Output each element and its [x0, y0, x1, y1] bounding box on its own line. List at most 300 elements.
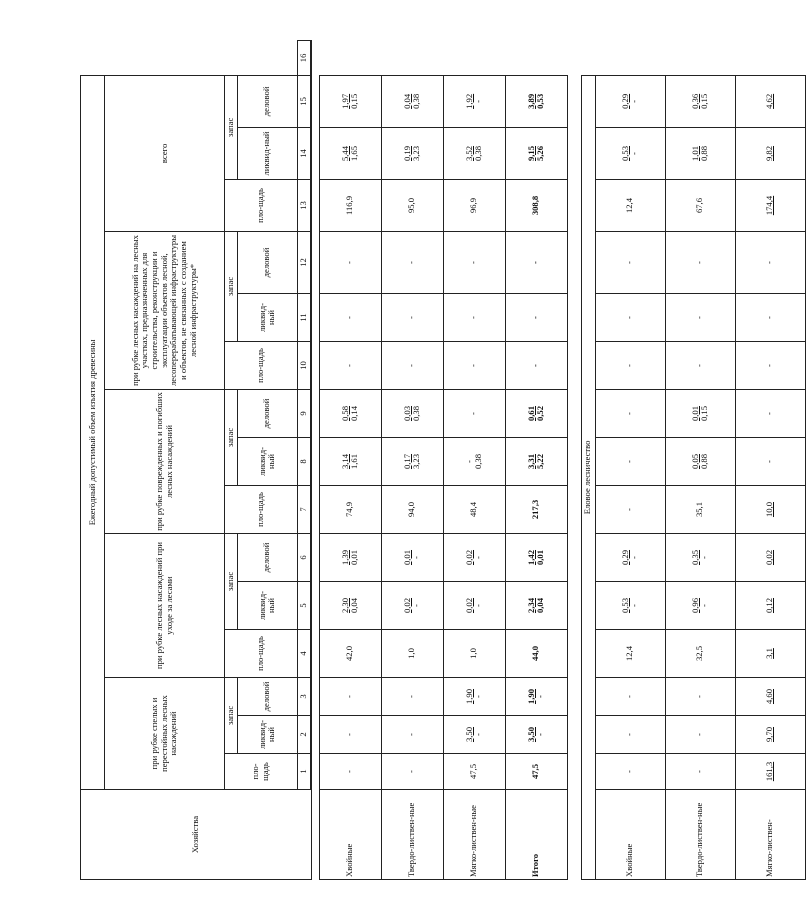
data-cell [505, 294, 567, 342]
timber-harvest-table [80, 40, 806, 880]
cell-value: 0,36 [689, 93, 700, 109]
cell-value: 0,04 [535, 597, 546, 614]
column-number: 10 [297, 342, 311, 390]
data-cell [505, 75, 567, 127]
cell-value: - [624, 508, 635, 511]
column-number: 11 [297, 294, 311, 342]
cell-value: 0,01 [535, 549, 546, 566]
business-header: деловой [237, 678, 297, 716]
cell-value: 5,26 [535, 145, 546, 162]
cell-value: 0,29 [619, 93, 630, 109]
stock-header: запас [225, 678, 238, 754]
row-label: Итого [505, 790, 567, 880]
liquid-header: ликвид-ный [237, 294, 297, 342]
cell-value: 0,01 [689, 405, 700, 422]
cell-value: 1,92 [463, 93, 474, 109]
data-cell [319, 438, 381, 486]
data-cell [319, 232, 381, 294]
area-header: пло-щадь [225, 754, 298, 790]
cell-value: 2,34 [525, 597, 536, 614]
business-header: деловой [237, 75, 297, 127]
cell-value: - [624, 695, 635, 698]
data-cell [595, 534, 665, 582]
data-cell [595, 342, 665, 390]
business-header: деловой [237, 390, 297, 438]
cell-value: - [473, 556, 484, 559]
data-cell [443, 582, 505, 630]
data-cell [735, 630, 805, 678]
cell-value: - [694, 364, 705, 367]
data-cell [735, 716, 805, 754]
cell-value: - [694, 733, 705, 736]
column-number: 12 [297, 232, 311, 294]
data-cell [505, 128, 567, 180]
cell-value: 0,38 [473, 145, 484, 162]
data-cell [735, 128, 805, 180]
cell-value: - [694, 695, 705, 698]
data-cell [319, 486, 381, 534]
cell-value: 48,4 [468, 501, 479, 518]
cell-value: 4,62 [764, 93, 775, 109]
data-cell [381, 630, 443, 678]
data-cell [595, 630, 665, 678]
stock-header: запас [225, 75, 238, 179]
cell-value: 1,97 [339, 93, 350, 109]
cell-value: - [468, 412, 479, 415]
cell-value: 47,5 [530, 763, 541, 780]
liquid-header: ликвид-ный [237, 128, 297, 180]
column-number: 2 [297, 716, 311, 754]
data-cell [505, 582, 567, 630]
area-header: пло-щадь [225, 342, 298, 390]
data-cell [505, 534, 567, 582]
cell-value: 3,52 [463, 145, 474, 162]
data-cell [665, 232, 735, 294]
liquid-header: ликвид-ный [237, 716, 297, 754]
data-cell [381, 294, 443, 342]
data-cell [595, 128, 665, 180]
data-cell [443, 390, 505, 438]
cell-value: 1,0 [406, 648, 417, 659]
data-cell [735, 678, 805, 716]
cell-value: 0,15 [699, 93, 710, 109]
cell-value: - [463, 460, 474, 463]
data-cell [319, 582, 381, 630]
liquid-header: ликвид-ный [237, 582, 297, 630]
data-cell [443, 294, 505, 342]
cell-value: 174,4 [764, 195, 775, 216]
cell-value: 9,15 [525, 145, 536, 162]
cell-value: 0,17 [401, 453, 412, 470]
data-cell [381, 232, 443, 294]
data-cell [665, 390, 735, 438]
data-cell [443, 180, 505, 232]
data-cell [595, 678, 665, 716]
cell-value: 4,60 [764, 688, 775, 705]
data-cell [595, 180, 665, 232]
data-cell [443, 75, 505, 127]
cell-value: 42,0 [344, 645, 355, 662]
data-cell [381, 486, 443, 534]
column-number: 5 [297, 582, 311, 630]
data-cell [505, 342, 567, 390]
cell-value: 0,03 [401, 405, 412, 422]
data-cell [665, 294, 735, 342]
cell-value: 10,0 [764, 501, 775, 518]
data-cell [443, 678, 505, 716]
cell-value: - [629, 99, 640, 103]
cell-value: 3,50 [525, 726, 536, 743]
main-title: Ежегодный допустимый объем изъятия древесины [81, 75, 105, 789]
cell-value: 0,01 [401, 549, 412, 566]
cell-value: - [406, 733, 417, 736]
data-cell [665, 534, 735, 582]
data-cell [735, 582, 805, 630]
data-cell [505, 630, 567, 678]
data-cell [595, 232, 665, 294]
data-cell [735, 180, 805, 232]
data-cell [319, 630, 381, 678]
data-cell [443, 754, 505, 790]
cell-value: - [694, 261, 705, 264]
cell-value: 3,1 [764, 648, 775, 659]
cell-value: 0,15 [699, 405, 710, 422]
cell-value: - [624, 412, 635, 415]
data-cell [595, 486, 665, 534]
cell-value: 0,53 [619, 597, 630, 614]
data-cell [381, 180, 443, 232]
column-number: 13 [297, 180, 311, 232]
cell-value: - [535, 695, 546, 698]
cell-value: - [624, 316, 635, 319]
data-cell [505, 678, 567, 716]
cell-value: - [624, 733, 635, 736]
cell-value: 94,0 [406, 501, 417, 518]
data-cell [735, 534, 805, 582]
cell-value: 0,61 [525, 405, 536, 422]
cell-value: - [473, 733, 484, 736]
data-cell [381, 754, 443, 790]
data-cell [443, 630, 505, 678]
data-cell [505, 754, 567, 790]
cell-value: - [406, 261, 417, 264]
data-cell [319, 342, 381, 390]
liquid-header: ликвид-ный [237, 438, 297, 486]
cell-value: 0,02 [764, 549, 775, 566]
data-cell [319, 75, 381, 127]
gap-row [311, 75, 319, 879]
cell-value: 95,0 [406, 197, 417, 214]
cell-value: 0,88 [699, 145, 710, 162]
column-number: 14 [297, 128, 311, 180]
cell-value: 0,12 [764, 597, 775, 614]
data-cell [319, 128, 381, 180]
data-cell [735, 438, 805, 486]
cell-value: 0,38 [411, 93, 422, 109]
cell-value: - [699, 604, 710, 607]
data-cell [443, 716, 505, 754]
cell-value: 0,38 [473, 453, 484, 470]
cell-value: 12,4 [624, 645, 635, 662]
cell-value: - [535, 733, 546, 736]
data-cell [381, 678, 443, 716]
cell-value: 3,14 [339, 453, 350, 470]
data-cell [595, 75, 665, 127]
cell-value: - [624, 261, 635, 264]
row-label: Твердо-листвен-ные [665, 790, 735, 880]
data-cell [595, 716, 665, 754]
column-number: 1 [297, 754, 311, 790]
farm-column-header: Хозяйства [81, 790, 312, 880]
cell-value: - [764, 261, 775, 264]
column-number: 7 [297, 486, 311, 534]
cell-value: - [764, 460, 775, 463]
cell-value: 1,39 [339, 549, 350, 566]
group-header-1: при рубке спелых и перестойных лесных насаждений [105, 678, 225, 790]
stock-header: запас [225, 534, 238, 630]
data-cell [505, 232, 567, 294]
data-cell [735, 390, 805, 438]
stock-header: запас [225, 232, 238, 342]
data-cell [443, 342, 505, 390]
data-cell [505, 716, 567, 754]
cell-value: 1,42 [525, 549, 536, 566]
column-number: 15 [297, 75, 311, 127]
data-cell [319, 534, 381, 582]
group-header-3: при рубке поврежденных и погибших лесных насаждений [105, 390, 225, 534]
area-header: пло-щадь [225, 180, 298, 232]
cell-value: 0,88 [699, 453, 710, 470]
cell-value: 47,5 [468, 763, 479, 780]
cell-value: 0,52 [535, 405, 546, 422]
cell-value: 116,9 [344, 195, 355, 216]
cell-value: - [406, 364, 417, 367]
data-cell [735, 486, 805, 534]
cell-value: 308,8 [530, 195, 541, 216]
cell-value: - [468, 316, 479, 319]
cell-value: 96,9 [468, 197, 479, 214]
cell-value: 1,61 [349, 453, 360, 470]
cell-value: 1,0 [468, 648, 479, 659]
area-header: пло-щадь [225, 486, 298, 534]
cell-value: 0,02 [463, 597, 474, 614]
data-cell [381, 582, 443, 630]
cell-value: - [344, 316, 355, 319]
business-header: деловой [237, 534, 297, 582]
data-cell [381, 534, 443, 582]
cell-value: 67,6 [694, 197, 705, 214]
cell-value: - [694, 316, 705, 319]
cell-value: 74,9 [344, 501, 355, 518]
cell-value: 9,82 [764, 145, 775, 162]
group-header-2: при рубке лесных насаждений при уходе за лесами [105, 534, 225, 678]
cell-value: 1,01 [689, 145, 700, 162]
data-cell [443, 438, 505, 486]
cell-value: 0,53 [535, 93, 546, 109]
data-cell [443, 486, 505, 534]
cell-value: 0,05 [689, 453, 700, 470]
data-cell [319, 678, 381, 716]
cell-value: - [629, 152, 640, 155]
cell-value: - [411, 604, 422, 607]
data-cell [595, 582, 665, 630]
cell-value: - [530, 316, 541, 319]
data-cell [505, 390, 567, 438]
business-header: деловой [237, 232, 297, 294]
cell-value: 0,14 [349, 405, 360, 422]
cell-value: - [468, 261, 479, 264]
cell-value: 12,4 [624, 197, 635, 214]
cell-value: 44,0 [530, 645, 541, 662]
cell-value: - [694, 770, 705, 773]
cell-value: 0,04 [401, 93, 412, 109]
rotated-page [80, 40, 775, 880]
cell-value: - [764, 412, 775, 415]
cell-value: - [468, 364, 479, 367]
data-cell [735, 294, 805, 342]
data-cell [665, 582, 735, 630]
cell-value: - [473, 695, 484, 698]
cell-value: - [764, 364, 775, 367]
data-cell [735, 75, 805, 127]
cell-value: 3,31 [525, 453, 536, 470]
cell-value: 217,3 [530, 499, 541, 520]
cell-value: 32,5 [694, 645, 705, 662]
group-header-4: при рубке лесных насаждений на лесных участках, предназначенных для строительства, реконструкции и эксплуатации объектов лесной, лесоперерабатывающей инфраструктуры и объектов, не связанных с созданием лесной инфраструктуры* [105, 232, 225, 390]
cell-value: - [473, 604, 484, 607]
cell-value: - [344, 364, 355, 367]
data-cell [735, 232, 805, 294]
cell-value: 3,89 [525, 93, 536, 109]
data-cell [381, 128, 443, 180]
cell-value: 0,53 [619, 145, 630, 162]
cell-value: - [629, 556, 640, 559]
cell-value: - [624, 364, 635, 367]
row-label: Мягко-листвен- [735, 790, 805, 880]
cell-value: - [629, 604, 640, 607]
data-cell [505, 438, 567, 486]
data-cell [443, 232, 505, 294]
data-cell [381, 716, 443, 754]
cell-value: - [406, 770, 417, 773]
row-label: Хвойные [595, 790, 665, 880]
data-cell [665, 180, 735, 232]
data-cell [665, 438, 735, 486]
cell-value: - [764, 316, 775, 319]
column-number: 8 [297, 438, 311, 486]
cell-value: 0,15 [349, 93, 360, 109]
cell-value: 3,23 [411, 145, 422, 162]
data-cell [735, 754, 805, 790]
data-cell [381, 390, 443, 438]
data-cell [595, 390, 665, 438]
data-cell [381, 75, 443, 127]
cell-value: 0,38 [411, 405, 422, 422]
cell-value: - [344, 695, 355, 698]
column-number: 4 [297, 630, 311, 678]
data-cell [665, 678, 735, 716]
cell-value: 0,35 [689, 549, 700, 566]
cell-value: - [473, 99, 484, 103]
cell-value: 5,44 [339, 145, 350, 162]
data-cell [319, 716, 381, 754]
area-header: пло-щадь [225, 630, 298, 678]
data-cell [381, 438, 443, 486]
cell-value: - [530, 364, 541, 367]
row-label: Мягко-листвен-ные [443, 790, 505, 880]
cell-value: - [530, 261, 541, 264]
cell-value: 3,23 [411, 453, 422, 470]
cell-value: 35,1 [694, 501, 705, 518]
data-cell [595, 754, 665, 790]
data-cell [381, 342, 443, 390]
data-cell [319, 390, 381, 438]
cell-value: 3,50 [463, 726, 474, 743]
cell-value: - [624, 460, 635, 463]
column-number: 16 [297, 41, 311, 76]
table-container [80, 40, 775, 880]
cell-value: - [624, 770, 635, 773]
data-cell [735, 342, 805, 390]
data-cell [665, 754, 735, 790]
data-cell [505, 486, 567, 534]
cell-value: - [406, 695, 417, 698]
cell-value: 2,30 [339, 597, 350, 614]
data-cell [443, 534, 505, 582]
row-label: Хвойные [319, 790, 381, 880]
cell-value: 5,22 [535, 453, 546, 470]
cell-value: 0,02 [463, 549, 474, 566]
cell-value: 161,3 [764, 761, 775, 782]
cell-value: 0,58 [339, 405, 350, 422]
cell-value: 1,65 [349, 145, 360, 162]
column-number: 3 [297, 678, 311, 716]
cell-value: 1,90 [463, 688, 474, 705]
cell-value: 9,70 [764, 726, 775, 743]
data-cell [665, 342, 735, 390]
data-cell [319, 180, 381, 232]
cell-value: - [344, 770, 355, 773]
data-cell [665, 716, 735, 754]
cell-value: 0,96 [689, 597, 700, 614]
cell-value: - [699, 556, 710, 559]
column-number: 9 [297, 390, 311, 438]
cell-value: 0,19 [401, 145, 412, 162]
data-cell [665, 630, 735, 678]
row-label: Твердо-листвен-ные [381, 790, 443, 880]
gap-row [567, 75, 581, 879]
column-number: 6 [297, 534, 311, 582]
data-cell [595, 438, 665, 486]
data-cell [319, 754, 381, 790]
cell-value: 0,04 [349, 597, 360, 614]
data-cell [665, 128, 735, 180]
data-cell [443, 128, 505, 180]
section-title: Еловое лесничество [581, 75, 595, 879]
cell-value: - [344, 261, 355, 264]
group-header-5: всего [105, 75, 225, 231]
data-cell [665, 75, 735, 127]
cell-value: - [344, 733, 355, 736]
cell-value: 1,90 [525, 688, 536, 705]
cell-value: - [411, 556, 422, 559]
data-cell [319, 294, 381, 342]
data-cell [505, 180, 567, 232]
cell-value: 0,29 [619, 549, 630, 566]
data-cell [595, 294, 665, 342]
cell-value: 0,02 [401, 597, 412, 614]
cell-value: 0,01 [349, 549, 360, 566]
